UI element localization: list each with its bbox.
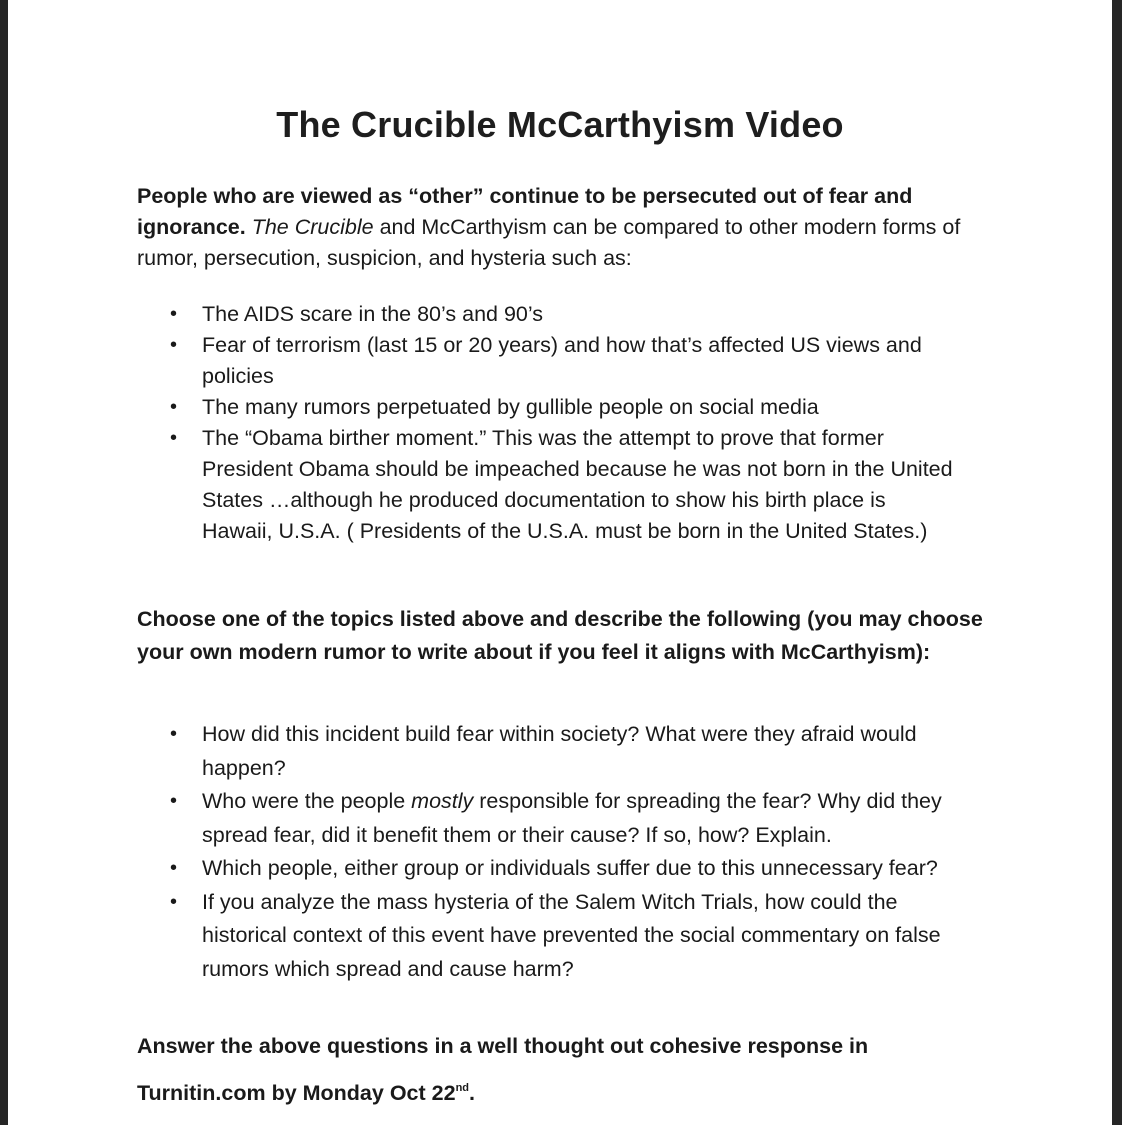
bullet-icon: • [170,427,178,449]
list-item [137,299,957,330]
example-text: The AIDS scare in the 80’s and 90’s [202,302,544,326]
example-text: The “Obama birther moment.” This was the attempt to prove that former President Obama should be impeached because he was not born in the United States …although he produced documentation to show his birth place is Hawaii, U.S.A. ( Presidents of the U.S.A. must be born in the United States.) [202,426,953,543]
intro-italic-title: The Crucible [251,215,374,239]
intro-paragraph [137,181,997,274]
ordinal-suffix: nd [455,1082,470,1094]
bullet-icon: • [170,723,178,745]
document-page [8,0,1112,1125]
question-text-start: Who were the people [202,789,412,813]
bullet-icon: • [170,890,178,913]
intro-rest: and McCarthyism can be compared to other modern forms of rumor, persecution, suspicion, and hysteria such as: [137,215,961,270]
period: . [469,1081,475,1105]
list-item [137,886,957,987]
list-item [137,852,957,886]
bullet-icon: • [170,396,178,418]
list-item [137,718,957,785]
list-item [137,392,957,423]
right-dark-border [1112,0,1122,1125]
document-title: The Crucible McCarthyism Video [276,104,844,145]
left-dark-border [0,0,8,1125]
list-item [137,423,957,547]
assignment-prompt: Choose one of the topics listed above and describe the following (you may choose your own modern rumor to write about if you feel it aligns with McCarthyism): [137,607,983,664]
list-item [137,330,957,392]
example-text: The many rumors perpetuated by gullible people on social media [202,395,819,419]
questions-list [137,718,957,986]
bullet-icon: • [170,334,178,356]
answer-instruction-line2 [137,1081,475,1106]
bullet-icon: • [170,790,178,812]
question-text-end: responsible for spreading the fear? Why did they spread fear, did it benefit them or their cause? If so, how? Explain. [202,789,942,847]
due-date-text: Turnitin.com by Monday Oct 22 [137,1081,456,1105]
question-text: If you analyze the mass hysteria of the Salem Witch Trials, how could the historical context of this event have prevented the social commentary on false rumors which spread and cause harm? [202,889,941,981]
list-item [137,785,957,852]
examples-list [137,299,957,547]
question-text: How did this incident build fear within society? What were they afraid would happen? [202,722,917,780]
intro-bold-lead: People who are viewed as “other” continue to be persecuted out of fear and ignorance. [137,184,913,239]
example-text: Fear of terrorism (last 15 or 20 years) and how that’s affected US views and policies [202,333,922,388]
answer-instruction-line1: Answer the above questions in a well thought out cohesive response in [137,1034,869,1058]
question-italic-word: mostly [411,789,474,813]
question-text: Which people, either group or individuals suffer due to this unnecessary fear? [202,856,938,880]
bullet-icon: • [170,303,178,325]
bullet-icon: • [170,857,178,879]
